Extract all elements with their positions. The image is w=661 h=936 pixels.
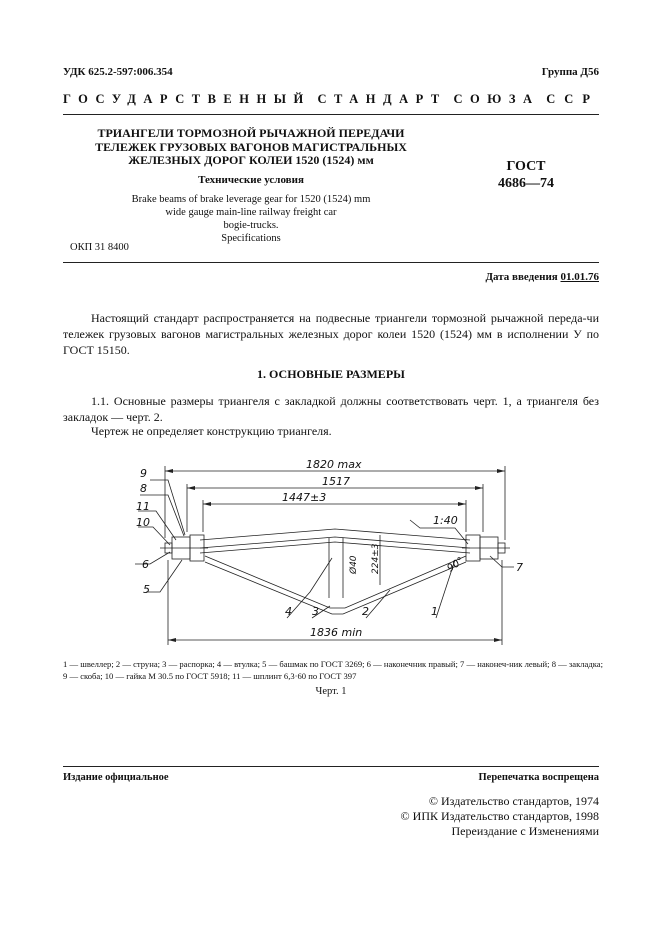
dim-angle: 90° (445, 555, 467, 575)
drawing-legend: 1 — швеллер; 2 — струна; 3 — распорка; 4 — втулка; 5 — башмак по ГОСТ 3269; 6 — наконечник правый; 7 — наконеч-ник левый; 8 — закладка; 9 — скоба; 10 — гайка М 30.5 по ГОСТ 5918; 11 — шплинт 6,3·60 по ГОСТ 397 (63, 659, 603, 681)
callout-3: 3 (312, 605, 319, 618)
title-line: ТРИАНГЕЛИ ТОРМОЗНОЙ РЫЧАЖНОЙ ПЕРЕДАЧИ (97, 126, 405, 140)
group-code: Группа Д56 (541, 66, 599, 78)
banner-word: СОЮЗА (453, 92, 540, 106)
title-line: ТЕЛЕЖЕК ГРУЗОВЫХ ВАГОНОВ МАГИСТРАЛЬНЫХ (95, 139, 407, 154)
date-value: 01.01.76 (560, 271, 599, 283)
callout-6: 6 (142, 558, 149, 571)
english-line: Specifications (221, 233, 281, 244)
gost-label: ГОСТ (506, 159, 546, 174)
dim-mid: 1517 (322, 475, 350, 488)
okp-code: ОКП 31 8400 (70, 242, 129, 253)
header-rule (63, 114, 599, 115)
copyright-line: © Издательство стандартов, 1974 (428, 794, 599, 808)
callout-9: 9 (140, 467, 147, 480)
copyright-block (401, 794, 599, 839)
callout-4: 4 (285, 605, 292, 618)
footer-rule (63, 766, 599, 767)
paragraph-1-1: 1.1. Основные размеры триангеля с закладкой должны соответствовать черт. 1, а триангеля без закладок — черт. 2. (63, 394, 599, 424)
section-heading: 1. ОСНОВНЫЕ РАЗМЕРЫ (257, 367, 405, 381)
banner-word: ГОСУДАРСТВЕННЫЙ (63, 92, 311, 106)
udk-code: УДК 625.2-597:006.354 (63, 66, 173, 78)
callout-2: 2 (362, 605, 369, 618)
copyright-line: Переиздание с Изменениями (451, 824, 599, 838)
callout-11: 11 (136, 500, 150, 513)
title-line: ЖЕЛЕЗНЫХ ДОРОГ КОЛЕИ 1520 (1524) мм (128, 153, 374, 167)
paragraph-note: Чертеж не определяет конструкцию триангеля. (91, 424, 332, 438)
effective-date (485, 271, 599, 283)
gost-code: 4686—74 (498, 176, 554, 191)
dim-height: 224±3 (371, 543, 381, 574)
callout-8: 8 (140, 482, 147, 495)
dim-overall: 1820 max (306, 458, 362, 471)
state-standard-banner (63, 92, 599, 107)
copyright-line: © ИПК Издательство стандартов, 1998 (400, 809, 599, 823)
callout-7: 7 (516, 561, 523, 574)
callout-10: 10 (136, 516, 150, 529)
english-line: Brake beams of brake leverage gear for 1520 (1524) mm (131, 194, 371, 205)
banner-word: ССР (546, 92, 599, 106)
dim-diameter: Ø40 (349, 555, 359, 574)
callout-1: 1 (431, 605, 438, 618)
official-edition: Издание официальное (63, 772, 169, 783)
dim-bottom: 1836 min (310, 626, 363, 639)
english-line: bogie-trucks. (223, 220, 279, 231)
dim-inner: 1447±3 (282, 491, 327, 504)
title-block-rule (63, 262, 599, 263)
document-title (63, 127, 439, 168)
date-label: Дата введения (485, 271, 558, 283)
intro-paragraph: Настоящий стандарт распространяется на подвесные триангели тормозной рычажной переда-чи тележек грузовых вагонов магистральных железных дорог колеи 1520 (1524) мм в исполнении У по ГОСТ 15150. (63, 311, 599, 357)
reprint-notice: Перепечатка воспрещена (478, 772, 599, 783)
brake-beam-drawing (0, 440, 661, 655)
callout-5: 5 (143, 583, 150, 596)
figure-caption: Черт. 1 (315, 686, 347, 697)
english-title (63, 193, 439, 245)
gost-number (478, 158, 574, 192)
dim-slope: 1:40 (433, 514, 458, 527)
english-line: wide gauge main-line railway freight car (165, 207, 337, 218)
banner-word: СТАНДАРТ (317, 92, 447, 106)
document-subtitle: Технические условия (198, 174, 304, 186)
